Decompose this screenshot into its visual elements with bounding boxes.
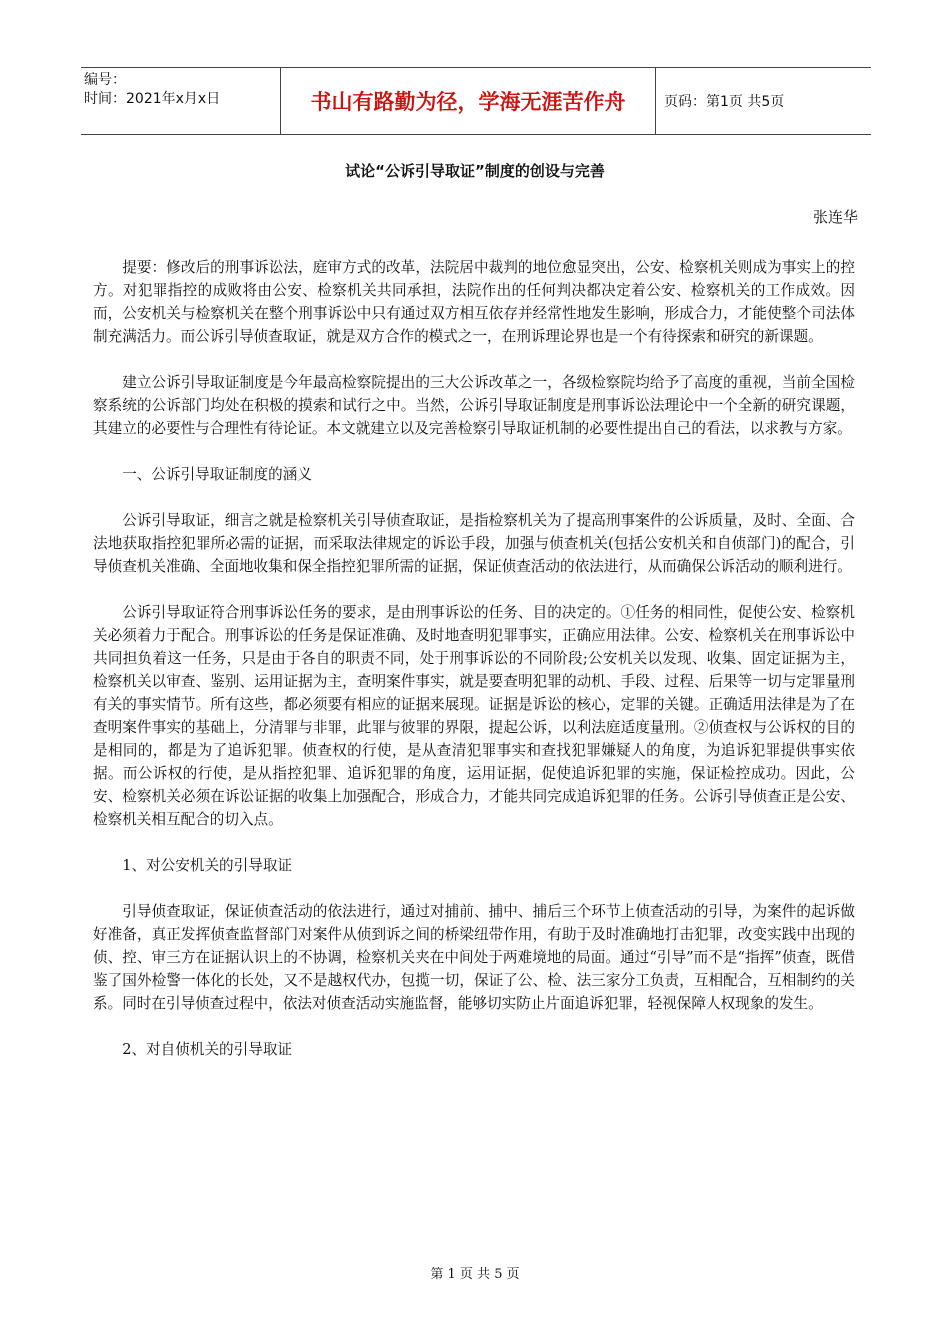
paragraph: 引导侦查取证，保证侦查活动的依法进行，通过对捕前、捕中、捕后三个环节上侦查活动的引导，为案件的起诉做好准备，真正发挥侦查监督部门对案件从侦到诉之间的桥梁纽带作用，有助于及时准确地打击犯罪，改变实践中出现的侦、控、审三方在证据认识上的不协调，检察机关夹在中间处于两难境地的局面。通过“引导”而不是“指挥”侦查，既借鉴了国外检警一体化的长处，又不是越权代办，包揽一切，保证了公、检、法三家分工负责，互相配合，互相制约的关系。同时在引导侦查过程中，依法对侦查活动实施监督，能够切实防止片面追诉犯罪，轻视保障人权现象的发生。: [93, 903, 855, 1012]
section-heading-1: 一、公诉引导取证制度的涵义: [122, 466, 312, 483]
document-number-label: 编号：: [84, 72, 126, 88]
paragraph: 公诉引导取证符合刑事诉讼任务的要求，是由刑事诉讼的任务、目的决定的。①任务的相同性，促使公安、检察机关必须着力于配合。刑事诉讼的任务是保证准确、及时地查明犯罪事实，正确应用法律。公安、检察机关在刑事诉讼中共同担负着这一任务，只是由于各自的职责不同，处于刑事诉讼的不同阶段;公安机关以发现、收集、固定证据为主，检察机关以审查、鉴别、运用证据为主，查明案件事实，就是要查明犯罪的动机、手段、过程、后果等一切与定罪量刑有关的事实情节。所有这些，都必须要有相应的证据来展现。证据是诉讼的核心，定罪的关键。正确适用法律是为了在查明案件事实的基础上，分清罪与非罪，此罪与彼罪的界限，提起公诉，以利法庭适度量刑。②侦查权与公诉权的目的是相同的，都是为了追诉犯罪。侦查权的行使，是从查清犯罪事实和查找犯罪嫌疑人的角度，为追诉犯罪提供事实依据。而公诉权的行使，是从指控犯罪、追诉犯罪的角度，运用证据，促使追诉犯罪的实施，保证检控成功。因此，公安、检察机关必须在诉讼证据的收集上加强配合，形成合力，才能共同完成追诉犯罪的任务。公诉引导侦查正是公安、检察机关相互配合的切入点。: [93, 604, 855, 828]
paragraph: 公诉引导取证，细言之就是检察机关引导侦查取证，是指检察机关为了提高刑事案件的公诉质量，及时、全面、合法地获取指控犯罪所必需的证据，而采取法律规定的诉讼手段，加强与侦查机关(包括公安机关和自侦部门)的配合，引导侦查机关准确、全面地收集和保全指控犯罪所需的证据，保证侦查活动的依法进行，从而确保公诉活动的顺利进行。: [93, 512, 855, 575]
header-motto: 书山有路勤为径，学海无涯苦作舟: [281, 68, 656, 134]
paragraph-intro: 建立公诉引导取证制度是今年最高检察院提出的三大公诉改革之一，各级检察院均给予了高度的重视，当前全国检察系统的公诉部门均处在积极的摸索和试行之中。当然，公诉引导取证制度是刑事诉讼法理论中一个全新的研究课题，其建立的必要性与合理性有待论证。本文就建立以及完善检察引导取证机制的必要性提出自己的看法，以求教与方家。: [93, 374, 855, 437]
header-meta: [81, 68, 281, 134]
page-footer: 第 1 页 共 5 页: [430, 1267, 520, 1282]
subsection-heading-1: 1、对公安机关的引导取证: [122, 857, 293, 874]
header-page-info: 页码：第1页 共5页: [664, 94, 785, 110]
subsection-heading-2: 2、对自侦机关的引导取证: [122, 1041, 293, 1058]
document-title: 试论“公诉引导取证”制度的创设与完善: [345, 162, 605, 180]
paragraph-abstract: 提要：修改后的刑事诉讼法，庭审方式的改革，法院居中裁判的地位愈显突出，公安、检察机关则成为事实上的控方。对犯罪指控的成败将由公安、检察机关共同承担，法院作出的任何判决都决定着公安、检察机关的工作成效。因而，公安机关与检察机关在整个刑事诉讼中只有通过双方相互依存并经常性地发生影响，形成合力，才能使整个司法体制充满活力。而公诉引导侦查取证，就是双方合作的模式之一，在刑诉理论界也是一个有待探索和研究的新课题。: [93, 259, 855, 345]
document-body: [93, 256, 855, 1084]
page-header: [81, 67, 871, 135]
document-date: 时间：2021年x月x日: [84, 91, 221, 107]
document-author: 张连华: [812, 208, 858, 226]
